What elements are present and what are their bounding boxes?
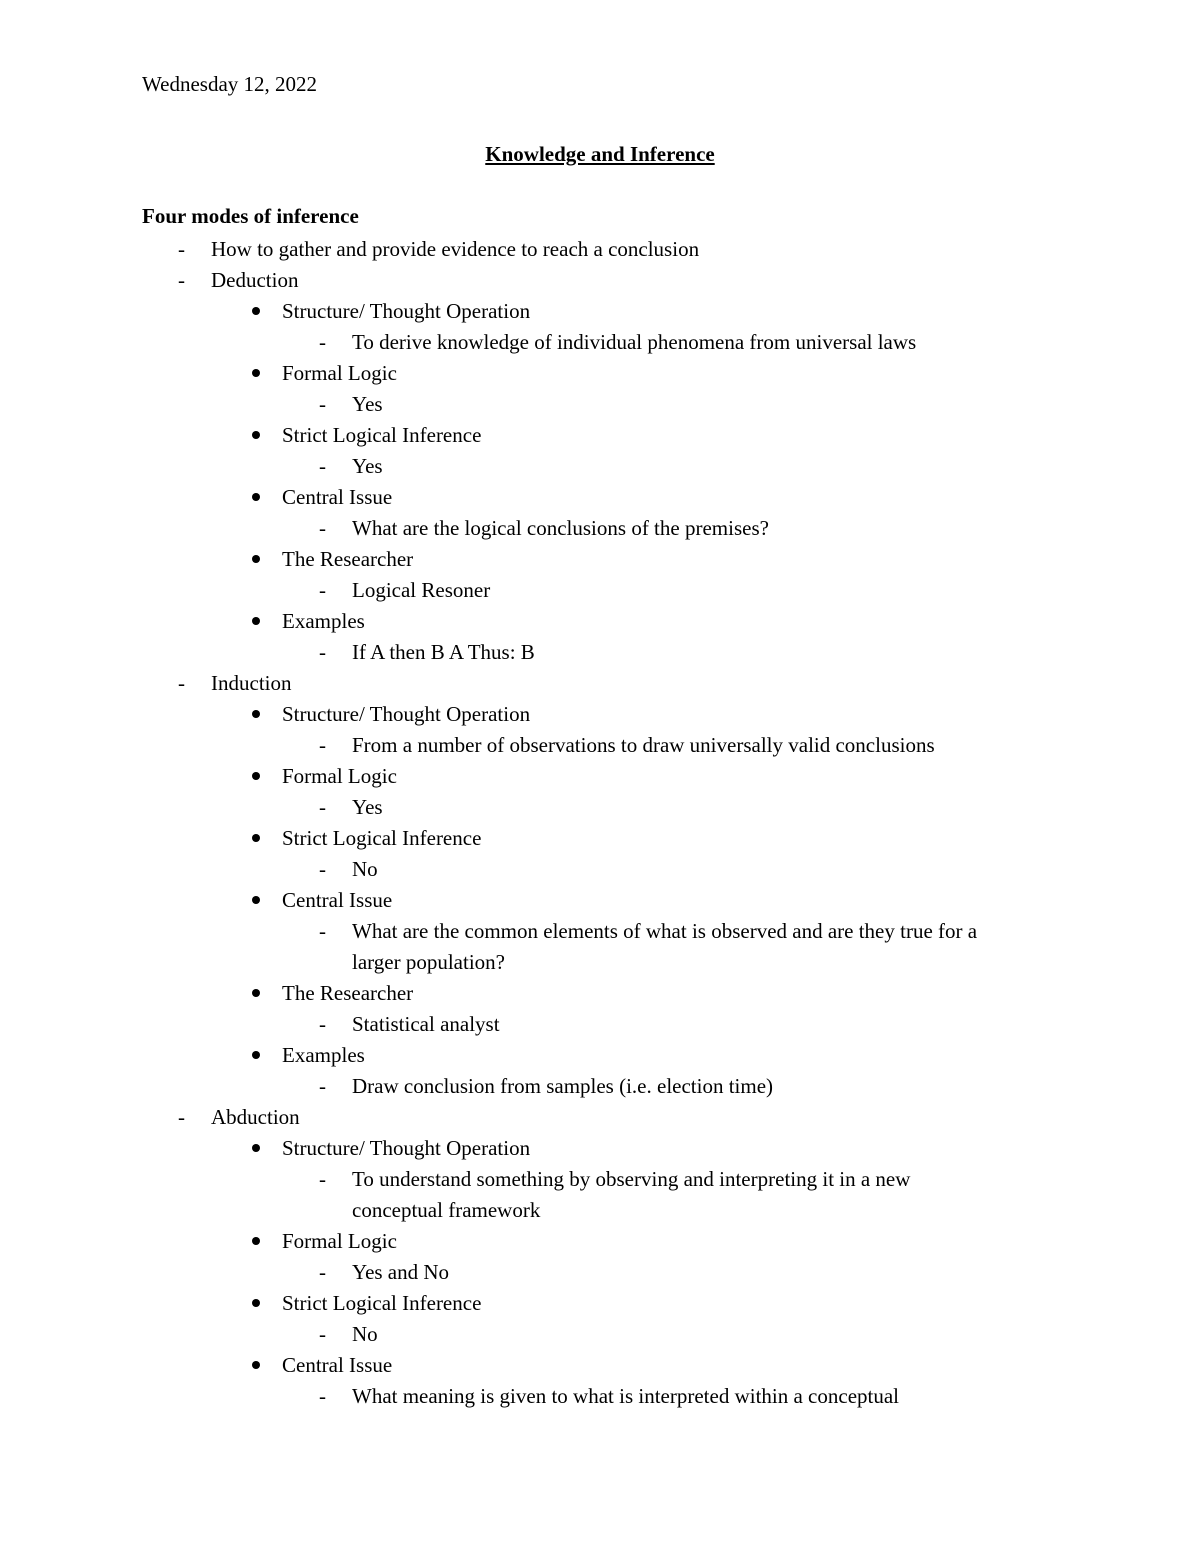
dash-marker: - [319, 1260, 326, 1284]
answer-item-text: What meaning is given to what is interpreted within a conceptual [352, 1384, 900, 1408]
answer-item-text: Statistical analyst [352, 1012, 500, 1036]
dash-marker: - [319, 1074, 326, 1098]
document-date: Wednesday 12, 2022 [142, 72, 318, 96]
bullet-marker [252, 431, 260, 439]
dash-marker: - [319, 919, 326, 943]
bullet-marker [252, 896, 260, 904]
bullet-marker [252, 1237, 260, 1245]
mode-item-text: Deduction [211, 268, 299, 292]
criterion-item-text: The Researcher [282, 981, 414, 1005]
bullet-marker [252, 617, 260, 625]
answer-item-text: If A then B A Thus: B [352, 640, 535, 664]
criterion-item-text: Strict Logical Inference [282, 1291, 482, 1315]
criterion-item-text: Formal Logic [282, 361, 397, 385]
answer-item-text: Yes and No [352, 1260, 450, 1284]
answer-item-text: Yes [352, 392, 383, 416]
dash-marker: - [319, 516, 326, 540]
bullet-marker [252, 493, 260, 501]
bullet-marker [252, 989, 260, 997]
criterion-item-text: Strict Logical Inference [282, 423, 482, 447]
bullet-marker [252, 1361, 260, 1369]
answer-item-text: No [352, 1322, 378, 1346]
bullet-marker [252, 1299, 260, 1307]
answer-item-text: What are the logical conclusions of the premises? [352, 516, 769, 540]
criterion-item-text: Structure/ Thought Operation [282, 702, 531, 726]
dash-marker: - [319, 1012, 326, 1036]
bullet-marker [252, 555, 260, 563]
bullet-marker [252, 369, 260, 377]
dash-marker: - [319, 330, 326, 354]
criterion-item-text: Examples [282, 1043, 365, 1067]
section-heading: Four modes of inference [142, 204, 359, 228]
criterion-item-text: Formal Logic [282, 1229, 397, 1253]
dash-marker: - [319, 1167, 326, 1191]
criterion-item-text: Structure/ Thought Operation [282, 299, 531, 323]
dash-marker: - [178, 268, 185, 292]
criterion-item-text: Central Issue [282, 1353, 393, 1377]
bullet-marker [252, 834, 260, 842]
criterion-item-text: Central Issue [282, 888, 393, 912]
dash-marker: - [319, 1322, 326, 1346]
answer-item-text: Yes [352, 795, 383, 819]
bullet-marker [252, 1051, 260, 1059]
criterion-item-text: Central Issue [282, 485, 393, 509]
dash-marker: - [319, 857, 326, 881]
dash-marker: - [319, 1384, 326, 1408]
criterion-item-text: Structure/ Thought Operation [282, 1136, 531, 1160]
criterion-item-text: Strict Logical Inference [282, 826, 482, 850]
answer-item-text: What are the common elements of what is observed and are they true for a [352, 919, 978, 943]
dash-marker: - [319, 454, 326, 478]
answer-item-text: From a number of observations to draw universally valid conclusions [352, 733, 935, 757]
dash-marker: - [319, 392, 326, 416]
dash-marker: - [319, 640, 326, 664]
answer-item-text: To understand something by observing and interpreting it in a new [352, 1167, 911, 1191]
dash-marker: - [178, 1105, 185, 1129]
mode-item-text: Induction [211, 671, 292, 695]
criterion-item-text: Examples [282, 609, 365, 633]
intro-item-text: How to gather and provide evidence to reach a conclusion [211, 237, 700, 261]
criterion-item-text: The Researcher [282, 547, 414, 571]
criterion-item-text: Formal Logic [282, 764, 397, 788]
answer-item-text: conceptual framework [352, 1198, 541, 1222]
bullet-marker [252, 772, 260, 780]
answer-item-text: Logical Resoner [352, 578, 491, 602]
dash-marker: - [178, 671, 185, 695]
dash-marker: - [319, 578, 326, 602]
answer-item-text: To derive knowledge of individual phenomena from universal laws [352, 330, 917, 354]
answer-item-text: larger population? [352, 950, 505, 974]
mode-item-text: Abduction [211, 1105, 300, 1129]
answer-item-text: Yes [352, 454, 383, 478]
dash-marker: - [319, 795, 326, 819]
answer-item-text: Draw conclusion from samples (i.e. election time) [352, 1074, 774, 1098]
answer-item-text: No [352, 857, 378, 881]
bullet-marker [252, 710, 260, 718]
dash-marker: - [319, 733, 326, 757]
bullet-marker [252, 1144, 260, 1152]
bullet-marker [252, 307, 260, 315]
document-title: Knowledge and Inference [485, 142, 715, 166]
dash-marker: - [178, 237, 185, 261]
